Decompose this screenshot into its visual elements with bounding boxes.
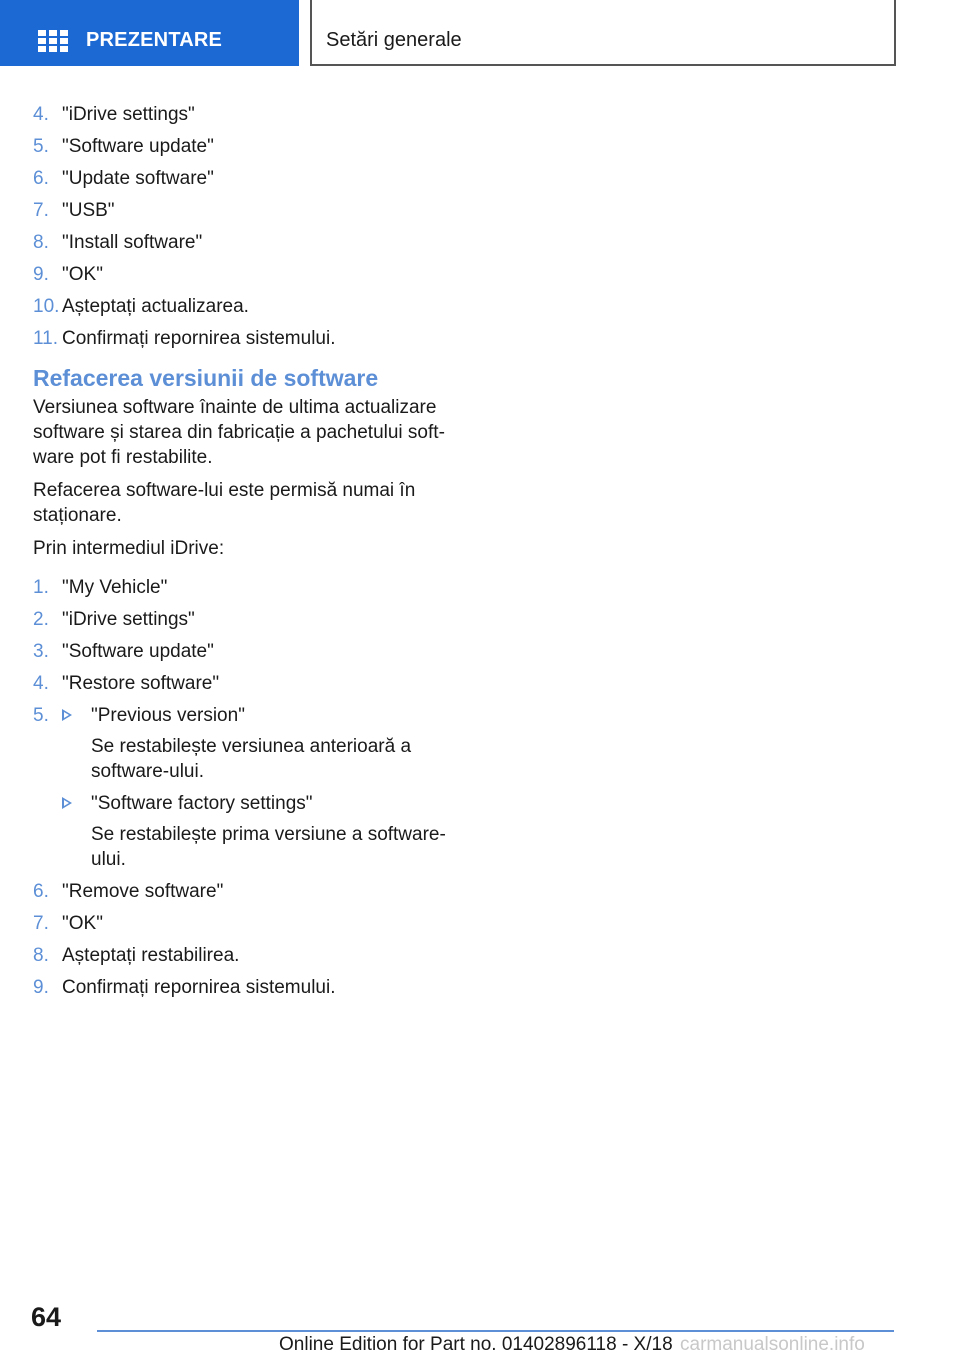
step-text: Așteptați actualizarea. [62,296,249,317]
step-text: "Software update" [62,641,214,662]
step-text: "Restore software" [62,673,220,694]
step-number: 8. [33,232,49,253]
step-text: "iDrive settings" [62,104,195,125]
step-number: 9. [33,977,49,998]
restore-steps-list [33,575,453,1000]
step-number: 4. [33,104,49,125]
list-item [33,703,453,872]
option-list [62,703,453,872]
triangle-bullet-icon [62,797,72,809]
option-description: Se restabilește versiunea anterioară a software-ului. [91,736,412,782]
step-text: "Install software" [62,232,203,253]
triangle-bullet-icon [62,709,72,721]
tab-prezentare-label: PREZENTARE [86,29,223,51]
footer-divider [97,1330,894,1332]
step-number: 5. [33,705,49,726]
grid-icon [38,30,68,52]
step-number: 2. [33,609,49,630]
step-number: 8. [33,945,49,966]
list-item [33,879,453,904]
step-number: 4. [33,673,49,694]
list-item [33,230,453,255]
step-text: Confirmați repornirea sistemului. [62,977,336,998]
step-number: 6. [33,168,49,189]
list-item [33,294,453,319]
page-content [33,102,453,1007]
option-item [62,791,453,872]
step-text: "Update software" [62,168,214,189]
step-number: 11. [33,328,59,349]
list-item [33,326,453,351]
list-item [33,262,453,287]
step-number: 9. [33,264,49,285]
watermark: carmanualsonline.info [680,1334,865,1355]
step-number: 7. [33,200,49,221]
footer-edition: Online Edition for Part no. 01402896118 - X/18 [279,1334,673,1355]
list-item [33,575,453,600]
option-label: "Previous version" [91,705,245,726]
option-item [62,703,453,784]
list-item [33,198,453,223]
step-text: "iDrive settings" [62,609,195,630]
tab-prezentare[interactable] [0,0,299,66]
paragraph: Versiunea software înainte de ultima actualizare software și starea din fabricație a pachetului software pot fi restabilite. [33,397,445,468]
step-number: 10. [33,296,60,317]
list-item [33,102,453,127]
list-item [33,607,453,632]
paragraph: Prin intermediul iDrive: [33,538,225,559]
step-text: "OK" [62,913,103,934]
update-steps-list [33,102,453,351]
option-description: Se restabilește prima versiune a softwareului. [91,824,446,870]
list-item [33,975,453,1000]
section-title: Setări generale [326,29,462,51]
step-number: 7. [33,913,49,934]
step-text: Confirmați repornirea sistemului. [62,328,336,349]
step-text: "Software update" [62,136,214,157]
list-item [33,639,453,664]
step-number: 1. [33,577,49,598]
step-number: 3. [33,641,49,662]
option-label: "Software factory settings" [91,793,313,814]
step-text: Așteptați restabilirea. [62,945,240,966]
list-item [33,911,453,936]
list-item [33,943,453,968]
step-text: "My Vehicle" [62,577,168,598]
list-item [33,134,453,159]
paragraph: Refacerea software-lui este permisă numai în staționare. [33,480,416,526]
page-header [0,0,960,66]
step-number: 6. [33,881,49,902]
page-number: 64 [31,1302,62,1332]
step-number: 5. [33,136,49,157]
step-text: "OK" [62,264,103,285]
section-title-tab [310,0,896,66]
step-text: "Remove software" [62,881,224,902]
section-heading: Refacerea versiunii de software [33,365,379,391]
list-item [33,166,453,191]
list-item [33,671,453,696]
step-text: "USB" [62,200,115,221]
